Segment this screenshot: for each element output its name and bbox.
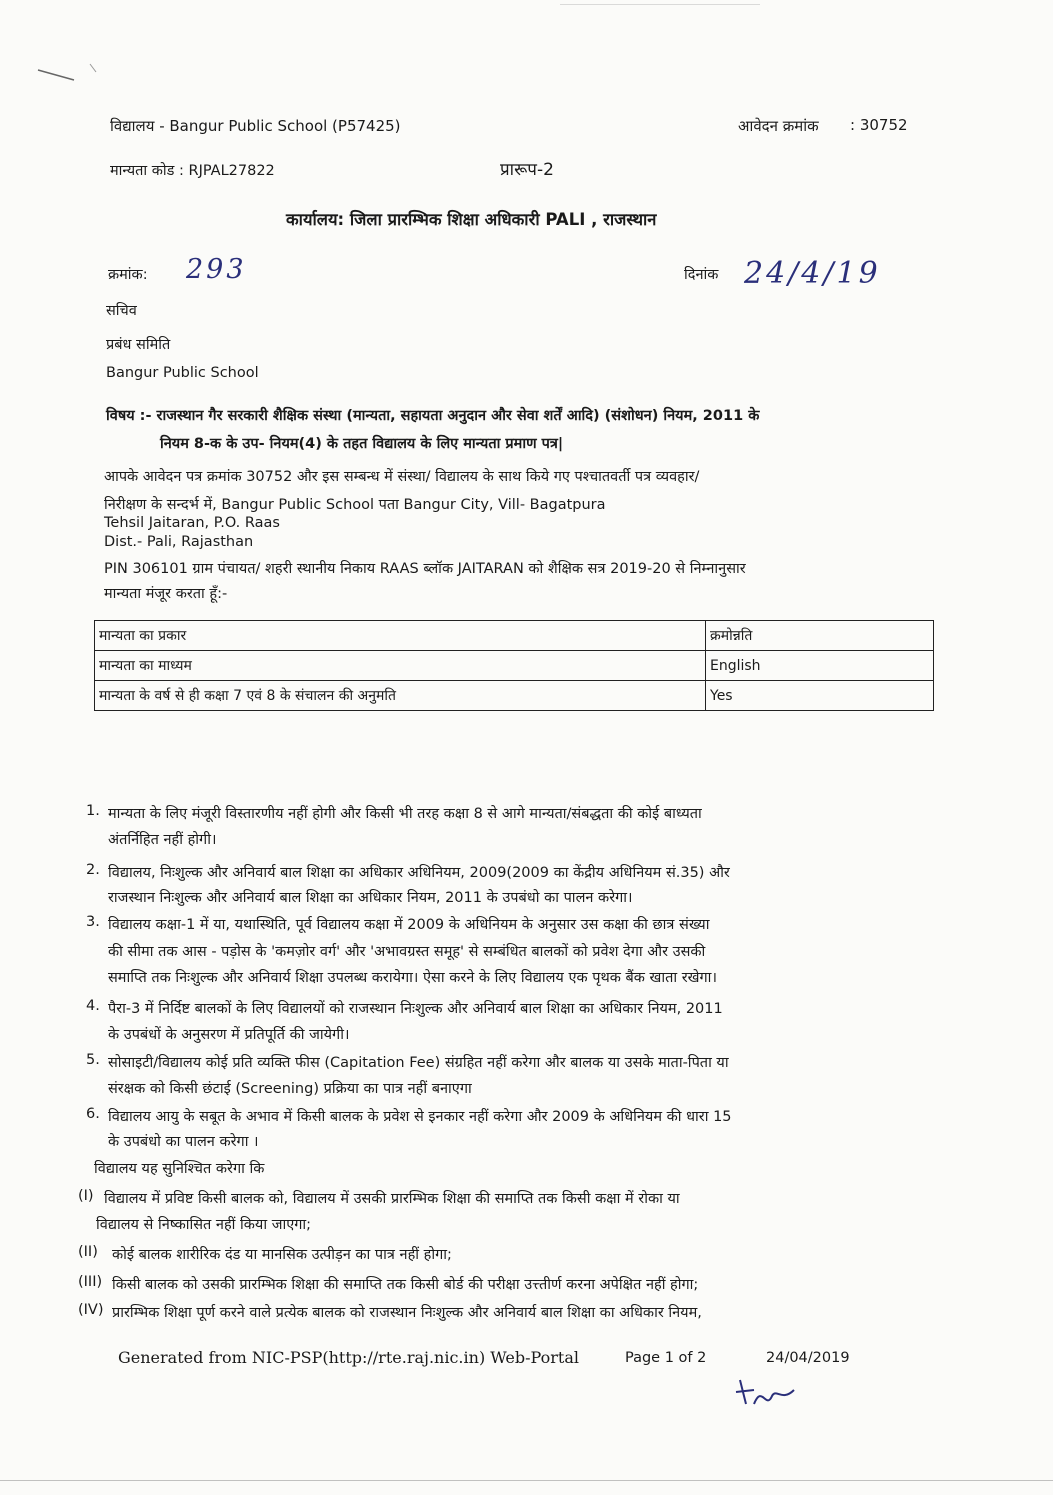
signature-icon bbox=[732, 1374, 802, 1414]
addressee-school: Bangur Public School bbox=[106, 365, 259, 381]
body-line: Dist.- Pali, Rajasthan bbox=[104, 534, 254, 550]
table-row bbox=[95, 681, 934, 711]
condition-number: 1. bbox=[86, 803, 100, 819]
table-label: मान्यता का माध्यम bbox=[95, 651, 706, 681]
condition-text: विद्यालय कक्षा-1 में या, यथास्थिति, पूर्व विद्यालय कक्षा में 2009 के अधिनियम के अनुसार उस कक्षा की छात्र संख्या bbox=[108, 917, 710, 933]
ensure-number: (III) bbox=[78, 1274, 103, 1290]
ref-number-label: क्रमांक: bbox=[108, 267, 148, 283]
ensure-number: (IV) bbox=[78, 1302, 104, 1318]
generated-by: Generated from NIC-PSP(http://rte.raj.nic.in) Web-Portal bbox=[118, 1348, 580, 1367]
addressee-committee: प्रबंध समिति bbox=[106, 337, 171, 353]
ensure-text: कोई बालक शारीरिक दंड या मानसिक उत्पीड़न का पात्र नहीं होगा; bbox=[112, 1247, 452, 1263]
table-value: English bbox=[706, 651, 934, 681]
condition-text: राजस्थान निःशुल्क और अनिवार्य बाल शिक्षा का अधिकार नियम, 2011 के उपबंधो का पालन करेगा। bbox=[108, 890, 633, 906]
ensure-number: (II) bbox=[78, 1244, 98, 1260]
condition-number: 4. bbox=[86, 998, 100, 1014]
ref-number-handwritten: 293 bbox=[186, 254, 247, 285]
condition-text: के उपबंधो का पालन करेगा । bbox=[108, 1134, 259, 1150]
table-value: क्रमोन्नति bbox=[706, 621, 934, 651]
condition-text: अंतर्निहित नहीं होगी। bbox=[108, 832, 217, 848]
date-label: दिनांक bbox=[684, 267, 719, 283]
condition-number: 6. bbox=[86, 1106, 100, 1122]
application-number: : 30752 bbox=[850, 116, 908, 134]
body-line: निरीक्षण के सन्दर्भ में, Bangur Public School पता Bangur City, Vill- Bagatpura bbox=[104, 497, 606, 513]
condition-text: सोसाइटी/विद्यालय कोई प्रति व्यक्ति फीस (Capitation Fee) संग्रहित नहीं करेगा और बालक या उसके माता-पिता या bbox=[108, 1055, 729, 1071]
ensure-text: विद्यालय से निष्कासित नहीं किया जाएगा; bbox=[96, 1217, 312, 1233]
office-title: कार्यालय: जिला प्रारम्भिक शिक्षा अधिकारी PALI , राजस्थान bbox=[286, 210, 657, 229]
page-number: Page 1 of 2 bbox=[625, 1350, 707, 1366]
condition-text: मान्यता के लिए मंजूरी विस्तारणीय नहीं होगी और किसी भी तरह कक्षा 8 से आगे मान्यता/संबद्धता की कोई बाध्यता bbox=[108, 806, 702, 822]
ensure-number: (I) bbox=[78, 1188, 94, 1204]
condition-text: विद्यालय, निःशुल्क और अनिवार्य बाल शिक्षा का अधिकार अधिनियम, 2009(2009 का केंद्रीय अधिनियम सं.35) और bbox=[108, 865, 730, 881]
subject-line-2: नियम 8-क के उप- नियम(4) के तहत विद्यालय के लिए मान्यता प्रमाण पत्र| bbox=[160, 436, 564, 452]
body-line: PIN 306101 ग्राम पंचायत/ शहरी स्थानीय निकाय RAAS ब्लॉक JAITARAN को शैक्षिक सत्र 2019-20 से निम्नानुसार bbox=[104, 561, 746, 577]
condition-text: समाप्ति तक निःशुल्क और अनिवार्य शिक्षा उपलब्ध करायेगा। ऐसा करने के लिए विद्यालय एक पृथक बैंक खाता रखेगा। bbox=[108, 970, 717, 986]
condition-text: की सीमा तक आस - पड़ोस के 'कमज़ोर वर्ग' और 'अभावग्रस्त समूह' से सम्बंधित बालकों को प्रवेश देगा और उसकी bbox=[108, 944, 706, 960]
condition-text: विद्यालय आयु के सबूत के अभाव में किसी बालक के प्रवेश से इनकार नहीं करेगा और 2009 के अधिनियम की धारा 15 bbox=[108, 1109, 732, 1125]
table-label: मान्यता के वर्ष से ही कक्षा 7 एवं 8 के संचालन की अनुमति bbox=[95, 681, 706, 711]
date-handwritten: 24/4/19 bbox=[744, 256, 881, 291]
ensure-text: किसी बालक को उसकी प्रारम्भिक शिक्षा की समाप्ति तक किसी बोर्ड की परीक्षा उत्त्तीर्ण करना अपेक्षित नहीं होगा; bbox=[112, 1277, 699, 1293]
table-value: Yes bbox=[706, 681, 934, 711]
subject-line-1: विषय :- राजस्थान गैर सरकारी शैक्षिक संस्था (मान्यता, सहायता अनुदान और सेवा शर्तें आदि) (संशोधन) नियम, 2011 के bbox=[106, 408, 760, 424]
body-line: आपके आवेदन पत्र क्रमांक 30752 और इस सम्बन्ध में संस्था/ विद्यालय के साथ किये गए पश्चातवर्ती पत्र व्यवहार/ bbox=[104, 469, 700, 485]
ensure-text: प्रारम्भिक शिक्षा पूर्ण करने वाले प्रत्येक बालक को राजस्थान निःशुल्क और अनिवार्य बाल शिक्षा का अधिकार नियम, bbox=[112, 1305, 702, 1321]
condition-text: संरक्षक को किसी छंटाई (Screening) प्रक्रिया का पात्र नहीं बनाएगा bbox=[108, 1081, 472, 1097]
body-line: मान्यता मंजूर करता हूँ:- bbox=[104, 586, 228, 602]
application-label: आवेदन क्रमांक bbox=[738, 117, 819, 135]
body-line: Tehsil Jaitaran, P.O. Raas bbox=[104, 515, 280, 531]
condition-text: के उपबंधों के अनुसरण में प्रतिपूर्ति की जायेगी। bbox=[108, 1027, 350, 1043]
condition-number: 2. bbox=[86, 862, 100, 878]
ensure-intro: विद्यालय यह सुनिश्चित करेगा कि bbox=[94, 1161, 265, 1177]
recognition-table bbox=[94, 620, 934, 711]
table-row bbox=[95, 651, 934, 681]
ensure-text: विद्यालय में प्रविष्ट किसी बालक को, विद्यालय में उसकी प्रारम्भिक शिक्षा की समाप्ति तक किसी कक्षा में रोका या bbox=[104, 1191, 680, 1207]
table-row bbox=[95, 621, 934, 651]
print-date: 24/04/2019 bbox=[766, 1350, 850, 1366]
recognition-code: मान्यता कोड : RJPAL27822 bbox=[110, 163, 275, 179]
form-name: प्रारूप-2 bbox=[500, 160, 554, 180]
pen-mark-icon bbox=[34, 60, 104, 90]
condition-text: पैरा-3 में निर्दिष्ट बालकों के लिए विद्यालयों को राजस्थान निःशुल्क और अनिवार्य बाल शिक्षा का अधिकार नियम, 2011 bbox=[108, 1001, 723, 1017]
addressee-designation: सचिव bbox=[106, 303, 137, 319]
table-label: मान्यता का प्रकार bbox=[95, 621, 706, 651]
school-line: विद्यालय - Bangur Public School (P57425) bbox=[110, 117, 401, 135]
condition-number: 5. bbox=[86, 1052, 100, 1068]
condition-number: 3. bbox=[86, 914, 100, 930]
